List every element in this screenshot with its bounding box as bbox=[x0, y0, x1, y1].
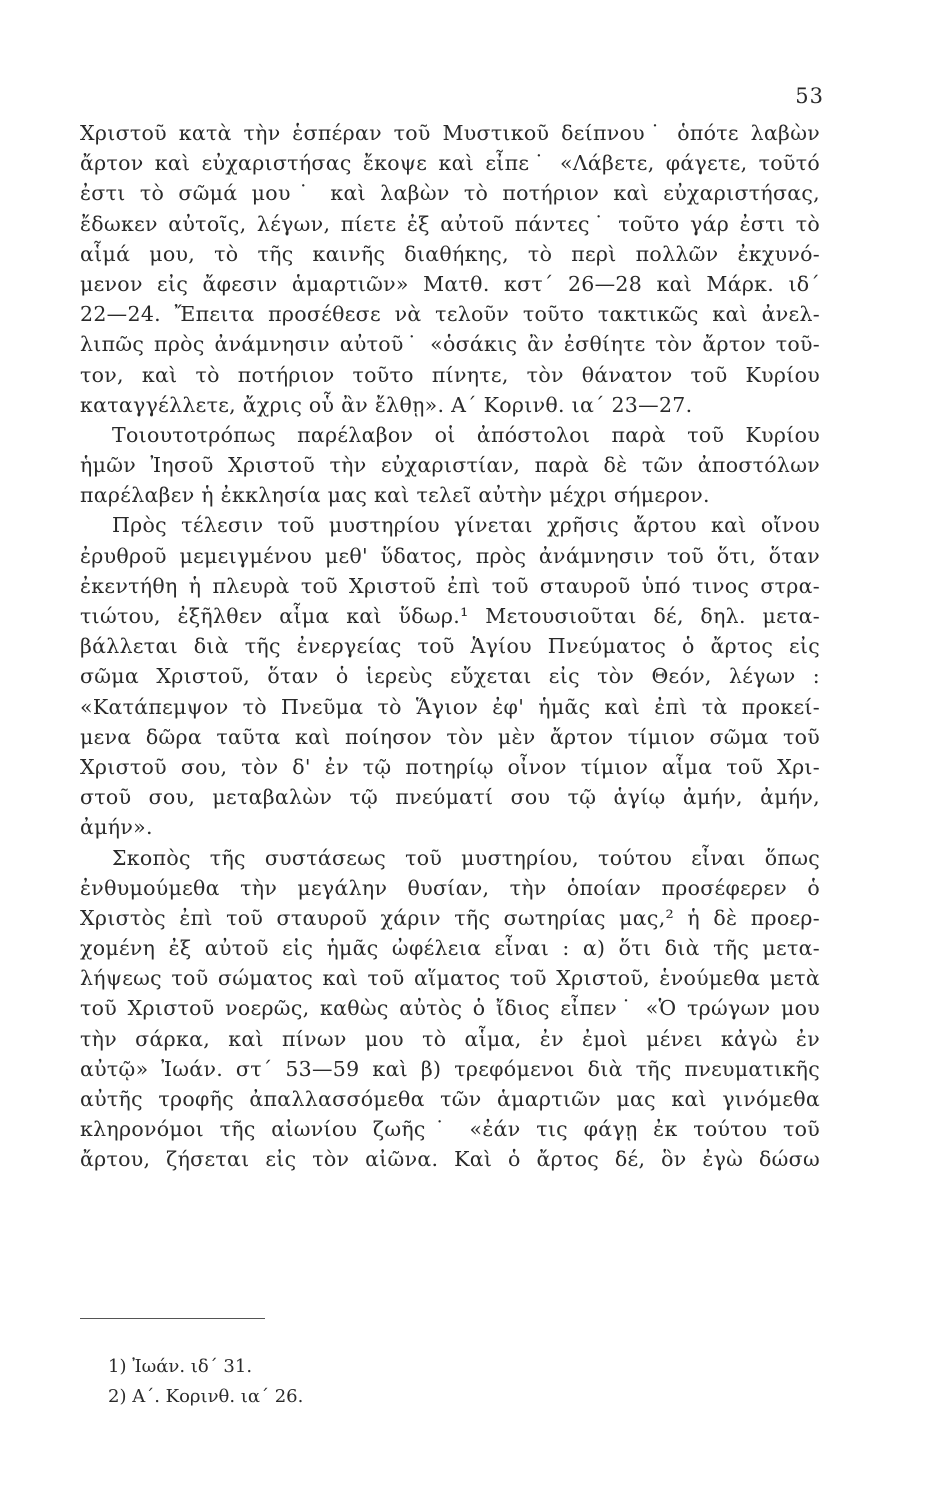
text-line: τιώτου, ἐξῆλθεν αἷμα καὶ ὕδωρ.¹ Μετουσιοῦται δέ, δηλ. μετα- bbox=[80, 604, 820, 628]
text-line: αἷμά μου, τὸ τῆς καινῆς διαθήκης, τὸ περὶ πολλῶν ἐκχυνό- bbox=[80, 241, 820, 266]
body-text bbox=[80, 118, 820, 1175]
text-line: μενον εἰς ἄφεσιν ἁμαρτιῶν» Ματθ. κστ΄ 26—28 καὶ Μάρκ. ιδ΄ bbox=[80, 271, 820, 296]
text-line: ἄρτον καὶ εὐχαριστήσας ἔκοψε καὶ εἶπε˙ «Λάβετε, φάγετε, τοῦτό bbox=[80, 151, 820, 176]
text-line: σῶμα Χριστοῦ, ὅταν ὁ ἱερεὺς εὔχεται εἰς τὸν Θεόν, λέγων : bbox=[80, 664, 820, 689]
text-line: ἐκεντήθη ἡ πλευρὰ τοῦ Χριστοῦ ἐπὶ τοῦ σταυροῦ ὑπό τινος στρα- bbox=[80, 573, 820, 598]
text-line: αὐτῆς τροφῆς ἀπαλλασσόμεθα τῶν ἁμαρτιῶν μας καὶ γινόμεθα bbox=[80, 1087, 820, 1111]
text-line: ἐρυθροῦ μεμειγμένου μεθ' ὕδατος, πρὸς ἀνάμνησιν τοῦ ὅτι, ὅταν bbox=[80, 543, 820, 568]
text-line: καταγγέλλετε, ἄχρις οὗ ἂν ἔλθῃ». Α΄ Κορινθ. ια΄ 23—27. bbox=[80, 392, 693, 417]
text-line: Χριστοῦ σου, τὸν δ' ἐν τῷ ποτηρίῳ οἶνον τίμιον αἷμα τοῦ Χρι- bbox=[80, 754, 820, 779]
text-line: ἡμῶν Ἰησοῦ Χριστοῦ τὴν εὐχαριστίαν, παρὰ δὲ τῶν ἀποστόλων bbox=[80, 453, 820, 478]
text-line: κληρονόμοι τῆς αἰωνίου ζωῆς˙ «ἐάν τις φάγῃ ἐκ τούτου τοῦ bbox=[80, 1117, 820, 1142]
text-line: λήψεως τοῦ σώματος καὶ τοῦ αἵματος τοῦ Χριστοῦ, ἑνούμεθα μετὰ bbox=[80, 966, 820, 991]
footnote-separator bbox=[80, 1318, 265, 1319]
text-line: στοῦ σου, μεταβαλὼν τῷ πνεύματί σου τῷ ἁγίῳ ἀμήν, ἀμήν, bbox=[80, 785, 820, 810]
footnote-2: 2) Α΄. Κορινθ. ια΄ 26. bbox=[108, 1386, 304, 1407]
text-line: παρέλαβεν ἡ ἐκκλησία μας καὶ τελεῖ αὐτὴν μέχρι σήμερον. bbox=[80, 483, 710, 508]
text-line: ἐνθυμούμεθα τὴν μεγάλην θυσίαν, τὴν ὁποίαν προσέφερεν ὁ bbox=[80, 875, 820, 900]
text-line: ἔδωκεν αὐτοῖς, λέγων, πίετε ἐξ αὐτοῦ πάντες˙ τοῦτο γάρ ἐστι τὸ bbox=[80, 211, 820, 236]
text-line: Πρὸς τέλεσιν τοῦ μυστηρίου γίνεται χρῆσις ἄρτου καὶ οἴνου bbox=[112, 513, 820, 538]
text-line: λιπῶς πρὸς ἀνάμνησιν αὐτοῦ˙ «ὁσάκις ἂν ἐσθίητε τὸν ἄρτον τοῦ- bbox=[80, 332, 820, 357]
page-number: 53 bbox=[795, 84, 824, 108]
text-line: Σκοπὸς τῆς συστάσεως τοῦ μυστηρίου, τούτου εἶναι ὅπως bbox=[112, 845, 820, 870]
text-line: τὴν σάρκα, καὶ πίνων μου τὸ αἷμα, ἐν ἐμοὶ μένει κἀγὼ ἐν bbox=[80, 1026, 820, 1051]
footnote-1: 1) Ἰωάν. ιδ΄ 31. bbox=[108, 1356, 253, 1377]
text-line: ἀμήν». bbox=[80, 815, 153, 840]
text-line: Χριστοῦ κατὰ τὴν ἑσπέραν τοῦ Μυστικοῦ δείπνου˙ ὁπότε λαβὼν bbox=[80, 121, 820, 145]
text-line: αὐτῷ» Ἰωάν. στ΄ 53—59 καὶ β) τρεφόμενοι διὰ τῆς πνευματικῆς bbox=[80, 1056, 820, 1081]
footnotes bbox=[108, 1352, 708, 1412]
text-line: «Κατάπεμψον τὸ Πνεῦμα τὸ Ἅγιον ἐφ' ἡμᾶς καὶ ἐπὶ τὰ προκεί- bbox=[80, 694, 820, 719]
text-line: Τοιουτοτρόπως παρέλαβον οἱ ἀπόστολοι παρὰ τοῦ Κυρίου bbox=[112, 422, 820, 447]
text-line: 22—24. Ἔπειτα προσέθεσε νὰ τελοῦν τοῦτο τακτικῶς καὶ ἀνελ- bbox=[80, 302, 820, 327]
text-line: χομένη ἐξ αὐτοῦ εἰς ἡμᾶς ὠφέλεια εἶναι : α) ὅτι διὰ τῆς μετα- bbox=[80, 936, 820, 961]
text-line: τον, καὶ τὸ ποτήριον τοῦτο πίνητε, τὸν θάνατον τοῦ Κυρίου bbox=[80, 362, 820, 387]
text-line: ἄρτου, ζήσεται εἰς τὸν αἰῶνα. Καὶ ὁ ἄρτος δέ, ὃν ἐγὼ δώσω bbox=[80, 1147, 820, 1172]
text-line: Χριστὸς ἐπὶ τοῦ σταυροῦ χάριν τῆς σωτηρίας μας,² ἡ δὲ προερ- bbox=[80, 905, 820, 930]
text-line: μενα δῶρα ταῦτα καὶ ποίησον τὸν μὲν ἄρτον τίμιον σῶμα τοῦ bbox=[80, 724, 820, 749]
text-line: βάλλεται διὰ τῆς ἐνεργείας τοῦ Ἁγίου Πνεύματος ὁ ἄρτος εἰς bbox=[80, 634, 820, 659]
text-line: ἐστι τὸ σῶμά μου˙ καὶ λαβὼν τὸ ποτήριον καὶ εὐχαριστήσας, bbox=[80, 181, 820, 206]
text-line: τοῦ Χριστοῦ νοερῶς, καθὼς αὐτὸς ὁ ἴδιος εἶπεν˙ «Ὁ τρώγων μου bbox=[80, 996, 820, 1021]
